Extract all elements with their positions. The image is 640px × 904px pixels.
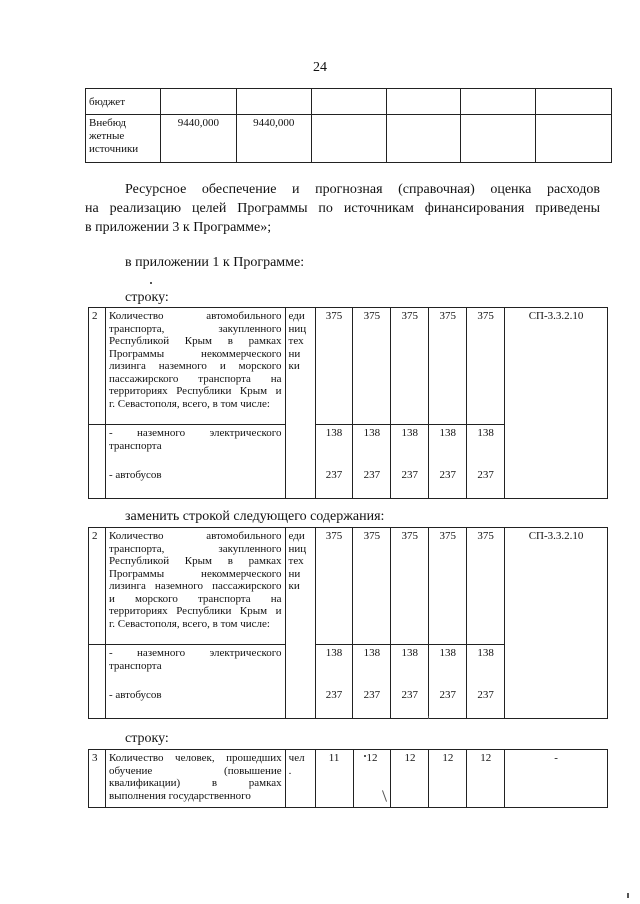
scan-speck xyxy=(364,755,366,757)
value-cell: 138 xyxy=(467,645,505,687)
code-cell: СП-3.3.2.10 xyxy=(505,308,608,499)
value-cell: 138 xyxy=(429,645,467,687)
value-cell: 237 xyxy=(429,467,467,499)
label-row-1: строку: xyxy=(125,290,169,305)
row-description: Количество автомобильного транспорта, закупленного Республикой Крым в рамках Программы некоммерческого лизинга наземного пассажирского и морского транспорта на территориях Республики Крым и г. Севастополя, всего, в том числе: xyxy=(105,528,285,645)
value-cell: 138 xyxy=(429,425,467,467)
value-cell: 375 xyxy=(391,308,429,425)
value-cell: 375 xyxy=(467,308,505,425)
paragraph-resources: Ресурсное обеспечение и прогнозная (справочная) оценка расходов на реализацию целей Программы по источникам финансирования приведены в приложении 3 к Программе»; xyxy=(85,182,600,235)
value-cell: 375 xyxy=(391,528,429,645)
scan-speck xyxy=(150,282,152,284)
value-cell: 12 xyxy=(353,750,391,808)
row-description: Количество человек, прошедших обучение (повышение квалификации) в рамках выполнения государственного xyxy=(105,750,285,808)
code-cell: СП-3.3.2.10 xyxy=(505,528,608,719)
label-replace: заменить строкой следующего содержания: xyxy=(125,509,385,524)
table-row xyxy=(89,528,608,645)
sub-row-buses: - автобусов xyxy=(105,467,285,499)
value-cell: 375 xyxy=(315,528,353,645)
table-old-row xyxy=(88,307,608,499)
row-number: 3 xyxy=(89,750,106,808)
table-row xyxy=(86,89,612,115)
value-cell: 237 xyxy=(467,687,505,719)
value-cell: 138 xyxy=(353,425,391,467)
value-cell: 237 xyxy=(467,467,505,499)
value-cell: 375 xyxy=(429,308,467,425)
value-cell: 237 xyxy=(391,687,429,719)
value-cell: 9440,000 xyxy=(160,115,236,163)
value-cell: 138 xyxy=(315,425,353,467)
value-cell: 138 xyxy=(467,425,505,467)
value-cell: 12 xyxy=(429,750,467,808)
table-row xyxy=(86,115,612,163)
value-cell: 237 xyxy=(315,687,353,719)
value-cell: 11 xyxy=(315,750,353,808)
sub-row-buses: - автобусов xyxy=(105,687,285,719)
value-cell: 12 xyxy=(467,750,505,808)
value-cell: 138 xyxy=(315,645,353,687)
value-cell: 375 xyxy=(353,308,391,425)
row-number: 2 xyxy=(89,308,106,425)
value-cell: 237 xyxy=(315,467,353,499)
budget-table xyxy=(85,88,612,163)
sub-row-electric: - наземного электрического транспорта xyxy=(105,425,285,467)
unit-cell: еди ниц тех ни ки xyxy=(285,308,315,499)
value-cell: 375 xyxy=(353,528,391,645)
row-number: 2 xyxy=(89,528,106,645)
code-cell: - xyxy=(505,750,608,808)
paragraph-appendix: в приложении 1 к Программе: xyxy=(125,255,305,270)
value-cell: 138 xyxy=(391,425,429,467)
page-number: 24 xyxy=(313,60,327,75)
row-description: Количество автомобильного транспорта, закупленного Республикой Крым в рамках Программы некоммерческого лизинга наземного и морского пассажирского транспорта на территориях Республики Крым и г. Севастополя, всего, в том числе: xyxy=(105,308,285,425)
value-cell: 138 xyxy=(391,645,429,687)
value-cell: 237 xyxy=(353,467,391,499)
value-cell: 375 xyxy=(315,308,353,425)
row-label-extrabudget: Внебюд жетные источники xyxy=(86,115,161,163)
value-cell: 375 xyxy=(429,528,467,645)
value-cell: 12 xyxy=(391,750,429,808)
value-cell: 375 xyxy=(467,528,505,645)
row-label-budget: бюджет xyxy=(86,89,161,115)
scan-speck xyxy=(627,893,629,898)
unit-cell: чел . xyxy=(285,750,315,808)
table-row xyxy=(89,308,608,425)
table-training-row xyxy=(88,749,608,808)
label-row-2: строку: xyxy=(125,731,169,746)
value-cell: 138 xyxy=(353,645,391,687)
unit-cell: еди ниц тех ни ки xyxy=(285,528,315,719)
value-cell: 237 xyxy=(353,687,391,719)
table-row xyxy=(89,750,608,808)
sub-row-electric: - наземного электрического транспорта xyxy=(105,645,285,687)
value-cell: 237 xyxy=(429,687,467,719)
value-cell: 237 xyxy=(391,467,429,499)
scan-speck xyxy=(428,716,429,719)
value-cell: 9440,000 xyxy=(236,115,311,163)
table-new-row xyxy=(88,527,608,719)
